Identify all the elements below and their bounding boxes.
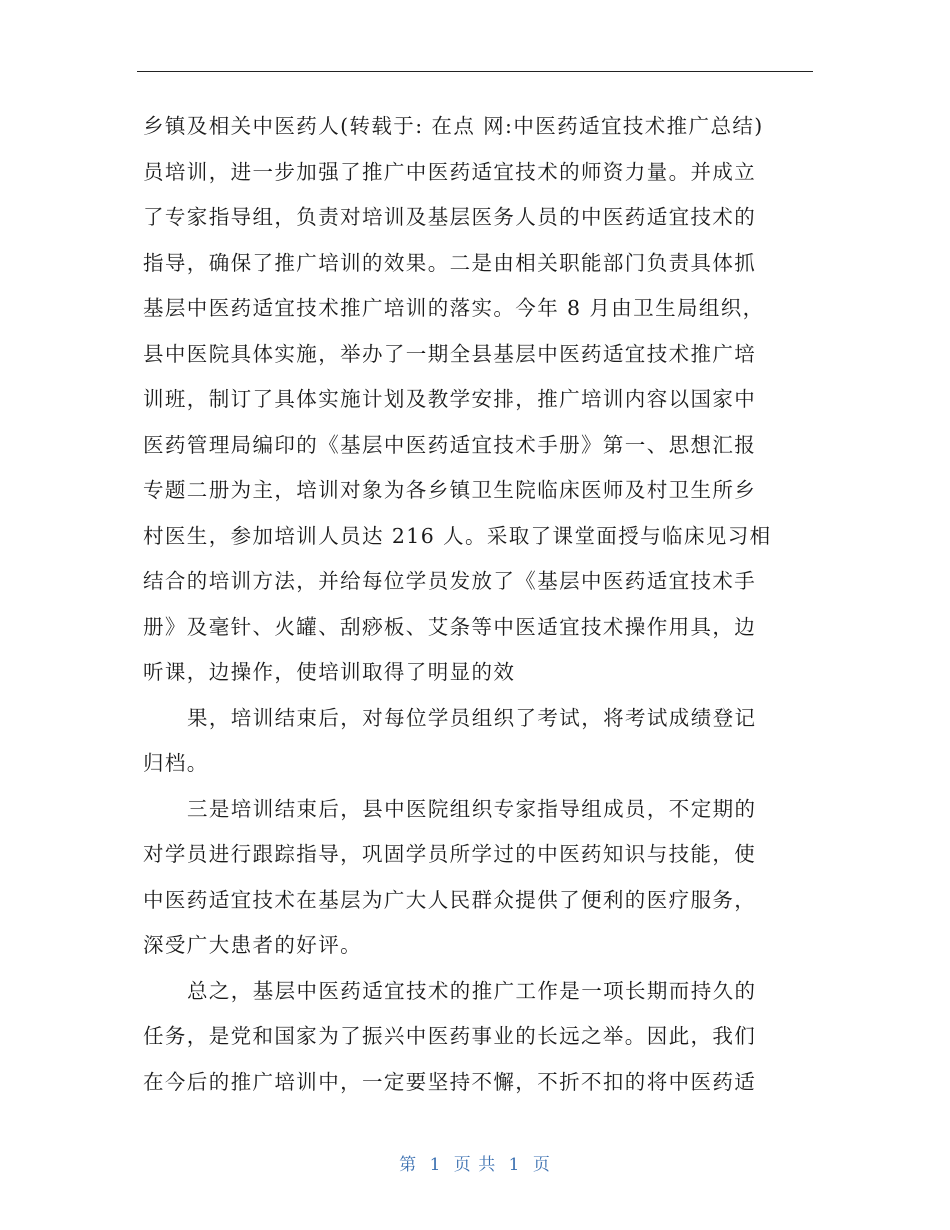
text-line: 员培训，进一步加强了推广中医药适宜技术的师资力量。并成立: [143, 159, 757, 184]
total-page-count: 1: [508, 1155, 521, 1175]
page-footer: [0, 1150, 950, 1175]
text-line: 听课，边操作，使培训取得了明显的效: [143, 660, 516, 684]
text-line: 了专家指导组，负责对培训及基层医务人员的中医药适宜技术的: [143, 205, 757, 229]
text-line: 县中医院具体实施，举办了一期全县基层中医药适宜技术推广培: [143, 341, 757, 366]
text-line: 村医生，参加培训人员达 216 人。采取了课堂面授与临床见习相: [143, 523, 772, 548]
paragraph-start-line: 果，培训结束后，对每位学员组织了考试，将考试成绩登记: [187, 705, 757, 730]
current-page-number: 1: [429, 1155, 442, 1175]
text-line: 训班，制订了具体实施计划及教学安排，推广培训内容以国家中: [143, 387, 757, 411]
text-line: 归档。: [143, 751, 209, 775]
footer-suffix: 页: [532, 1155, 551, 1175]
text-line: 专题二册为主，培训对象为各乡镇卫生院临床医师及村卫生所乡: [143, 478, 757, 502]
document-body: [143, 104, 833, 1105]
text-line: 在今后的推广培训中，一定要坚持不懈，不折不扣的将中医药适: [143, 1069, 757, 1094]
paragraph-start-line: 三是培训结束后，县中医院组织专家指导组成员，不定期的: [187, 796, 757, 821]
header-divider: [137, 71, 813, 72]
text-line: 指导，确保了推广培训的效果。二是由相关职能部门负责具体抓: [143, 250, 757, 275]
text-line: 结合的培训方法，并给每位学员发放了《基层中医药适宜技术手: [143, 569, 757, 593]
paragraph-start-line: 总之，基层中医药适宜技术的推广工作是一项长期而持久的: [187, 978, 757, 1003]
text-line: 医药管理局编印的《基层中医药适宜技术手册》第一、思想汇报: [143, 432, 757, 457]
text-line: 乡镇及相关中医药人(转载于: 在点 网:中医药适宜技术推广总结): [143, 114, 764, 138]
text-line: 深受广大患者的好评。: [143, 933, 362, 957]
text-line: 中医药适宜技术在基层为广大人民群众提供了便利的医疗服务，: [143, 887, 757, 912]
text-line: 任务，是党和国家为了振兴中医药事业的长远之举。因此，我们: [143, 1024, 757, 1048]
text-line: 册》及毫针、火罐、刮痧板、艾条等中医适宜技术操作用具，边: [143, 614, 757, 639]
text-line: 对学员进行跟踪指导，巩固学员所学过的中医药知识与技能，使: [143, 842, 757, 866]
footer-prefix: 第: [399, 1155, 418, 1175]
footer-middle: 页 共: [453, 1155, 497, 1175]
text-line: 基层中医药适宜技术推广培训的落实。今年 8 月由卫生局组织，: [143, 296, 765, 320]
